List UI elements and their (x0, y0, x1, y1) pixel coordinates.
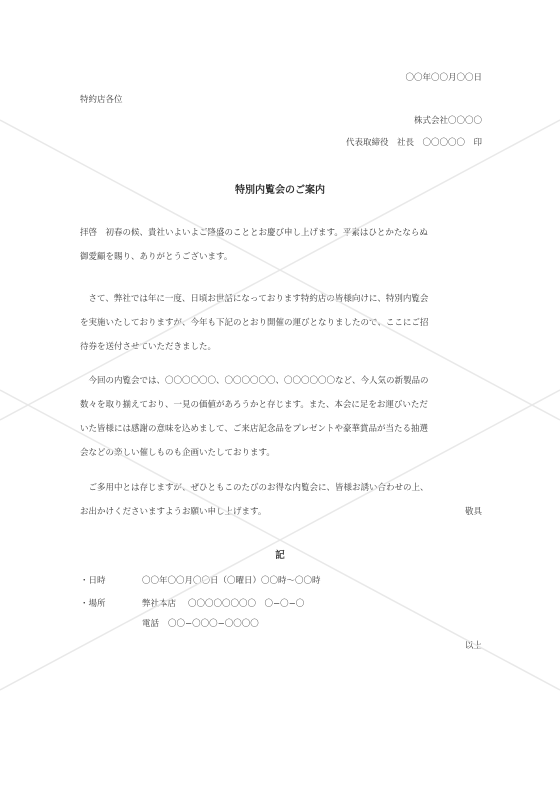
document-title: 特別内覧会のご案内 (235, 185, 325, 196)
datetime-bullet: ・日時 (80, 576, 106, 586)
phone-label: 電話 (142, 619, 160, 629)
recipient: 特約店各位 (80, 95, 123, 105)
ki-heading: 記 (275, 550, 285, 561)
paragraph-greeting (80, 221, 482, 269)
document-date: 〇〇年〇〇月〇〇日 (405, 73, 482, 83)
paragraph-line: 拝啓 初春の候、貴社いよいよご隆盛のこととお慶び申し上げます。平素はひとかたならぬ (80, 228, 428, 238)
paragraph-line: ご多用中とは存じますが、ぜひともこのたびのお得な内覧会に、皆様お誘い合わせの上、 (80, 483, 429, 493)
paragraph-request (80, 476, 482, 524)
ijou-end: 以上 (464, 641, 482, 651)
paragraph-line: いた皆様には感謝の意味を込めまして、ご来店記念品をプレゼントや豪華賞品が当たる抽選 (80, 424, 428, 434)
paragraph-line: を実施いたしておりますが、今年も下記のとおり開催の運びとなりましたので、ここにご招 (80, 318, 429, 328)
place-address: 〇〇〇〇〇〇〇〇 〇−〇−〇 (188, 599, 305, 609)
paragraph-line: 御愛顧を賜り、ありがとうございます。 (80, 252, 233, 262)
sender-company: 株式会社〇〇〇〇 (413, 116, 482, 126)
place-bullet: ・場所 (80, 599, 106, 609)
place-name: 弊社本店 (142, 599, 177, 609)
datetime-value: 〇〇年〇〇月〇〇日（〇曜日）〇〇時〜〇〇時 (142, 576, 321, 586)
paragraph-line: お出かけくださいますようお願い申し上げます。 (80, 507, 267, 517)
phone-value: 〇〇−〇〇〇−〇〇〇〇 (168, 619, 259, 629)
paragraph-details (80, 369, 482, 465)
closing-keigu: 敬具 (464, 507, 482, 517)
paragraph-line: 今回の内覧会では、〇〇〇〇〇〇、〇〇〇〇〇〇、〇〇〇〇〇〇など、今人気の新製品の (80, 376, 429, 386)
paragraph-line: 数々を取り揃えており、一見の価値があろうかと存じます。また、本会に足をお運びいただ (80, 400, 428, 410)
paragraph-line: 待券を送付させていただきました。 (80, 342, 217, 352)
paragraph-line: 会などの楽しい催しものも企画いたしております。 (80, 448, 275, 458)
paragraph-announcement (80, 287, 482, 359)
paragraph-line: さて、弊社では年に一度、日頃お世話になっております特約店の皆様向けに、特別内覧会 (80, 294, 429, 304)
sender-name: 代表取締役 社長 〇〇〇〇〇 印 (345, 138, 482, 148)
